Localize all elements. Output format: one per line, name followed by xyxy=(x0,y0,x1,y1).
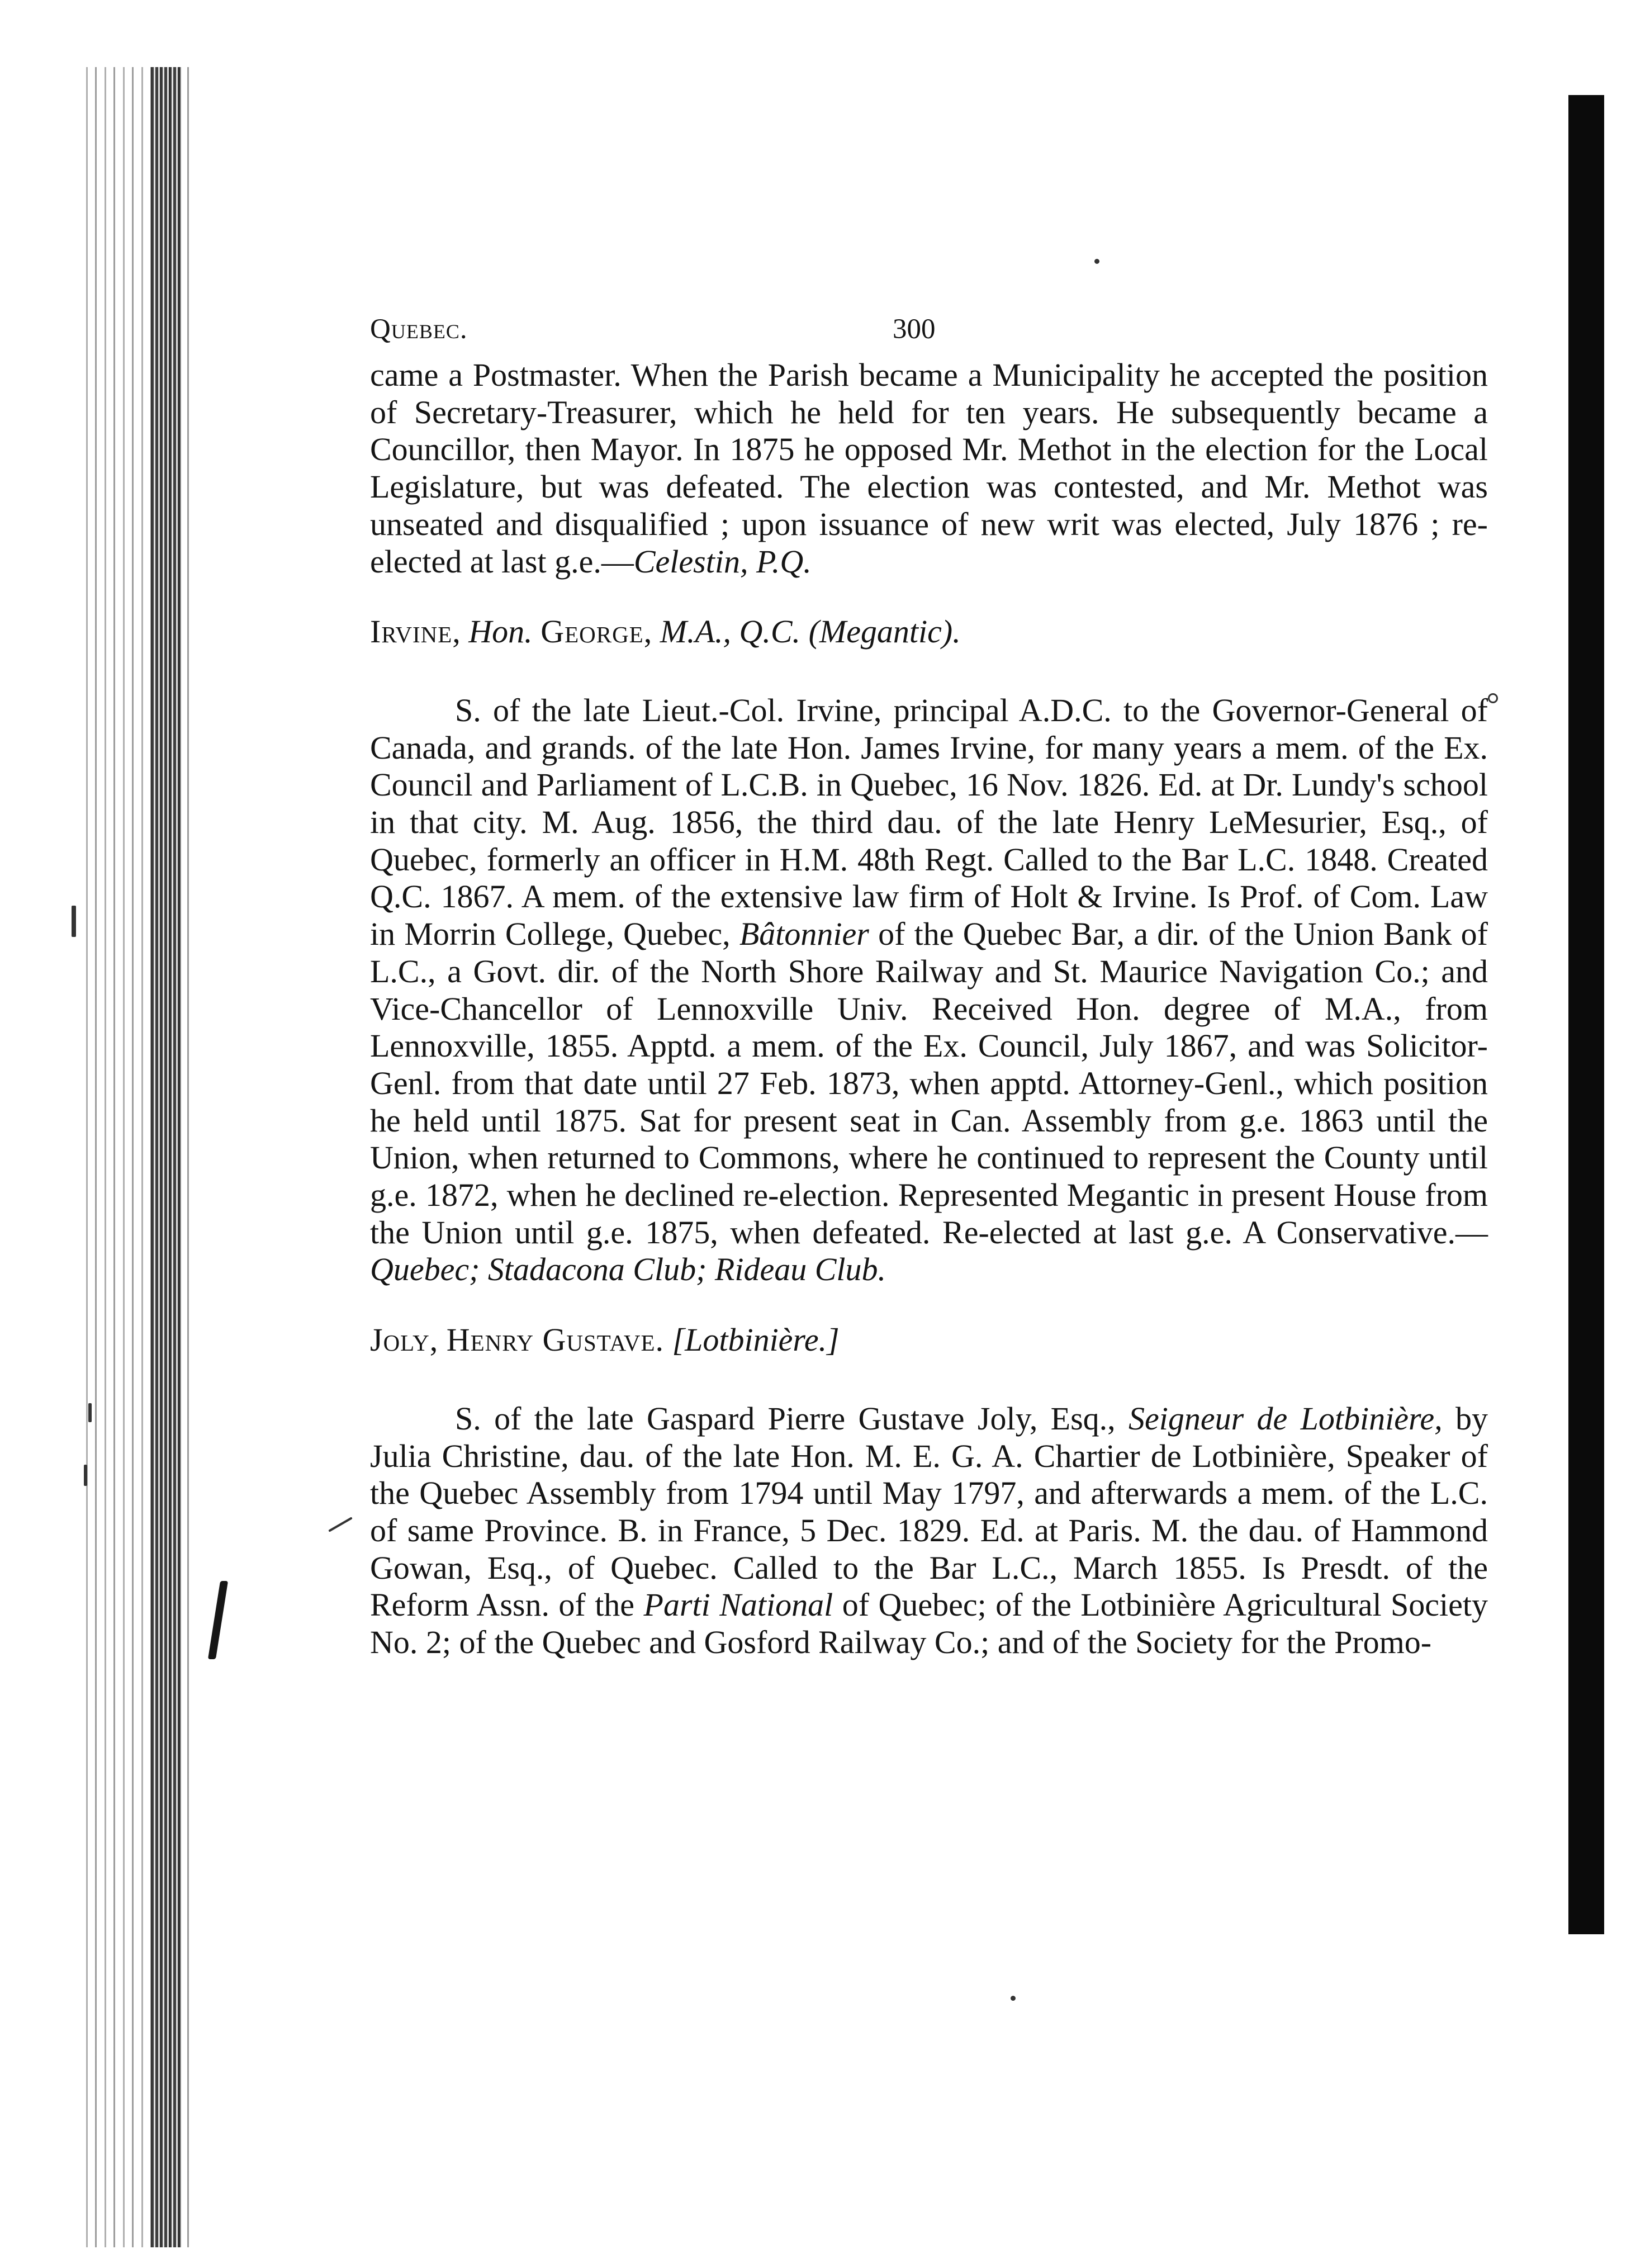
bio-text: of the Quebec Bar, a dir. of the Union Bank of L.C., a Govt. dir. of the North Shore Railway and St. Maurice Navigation Co.; and Vice-Chancellor of Lennoxville Univ. Received Hon. degree of M.A., from Lennoxville, 1855. Apptd. a mem. of the Ex. Council, July 1867, and was Solicitor-Genl. from that date until 27 Feb. 1873, when apptd. Attorney-Genl., which position he held until 1875. Sat for present seat in Can. Assembly from g.e. 1863 until the Union, when returned to Commons, where he continued to represent the County until g.e. 1872, when he declined re-election. Represented Megantic in present House from the Union until g.e. 1875, when defeated. Re-elected at last g.e. A Conservative.— xyxy=(370,916,1488,1251)
entry-honorific: Hon. xyxy=(468,613,533,650)
bio-text: S. of the late Lieut.-Col. Irvine, principal A.D.C. to the Governor-General of Canada, and grands. of the late Hon. James Irvine, for many years a mem. of the Ex. Council and Parliament of L.C.B. in Quebec, 16 Nov. 1826. Ed. at Dr. Lundy's school in that city. M. Aug. 1856, the third dau. of the late Henry LeMesurier, Esq., of Quebec, formerly an officer in H.M. 48th Regt. Called to the Bar L.C. 1848. Created Q.C. 1867. A mem. of the extensive law firm of Holt & Irvine. Is Prof. of Com. Law in Morrin College, Quebec, xyxy=(370,692,1488,953)
margin-tick-mark xyxy=(88,1403,92,1422)
entry-bio-irvine xyxy=(370,692,1488,1289)
continuation-body: came a Postmaster. When the Parish became a Municipality he accepted the position of Secretary-Treasurer, which he held for ten years. He subsequently became a Councillor, then Mayor. In 1875 he opposed Mr. Methot in the election for the Local Legislature, but was defeated. The election was contested, and Mr. Methot was unseated and disqualified ; upon issuance of new writ was elected, July 1876 ; re-elected at last g.e.— xyxy=(370,357,1488,580)
entry-degrees: M.A., Q.C. xyxy=(660,613,801,650)
entry-heading-joly xyxy=(370,1322,1488,1359)
continuation-address: Celestin, P.Q. xyxy=(633,543,812,580)
book-binding-shadow xyxy=(151,67,182,2247)
bio-text: S. of the late Gaspard Pierre Gustave Joly, Esq., xyxy=(455,1400,1116,1437)
margin-tick-mark xyxy=(72,906,76,937)
bio-text: of Quebec; of the Lotbinière Agricultural Society No. 2; of the Quebec and Gosford Railway Co.; and of the Society for the Promo- xyxy=(370,1587,1488,1661)
margin-pencil-mark xyxy=(208,1581,228,1659)
running-head xyxy=(370,313,1488,357)
bio-seigneur: Seigneur de Lotbinière, xyxy=(1129,1400,1443,1437)
running-head-section: Quebec. xyxy=(370,314,468,345)
bio-clubs: Quebec; Stadacona Club; Rideau Club. xyxy=(370,1251,886,1288)
scan-speck xyxy=(1094,259,1099,264)
book-page xyxy=(370,313,1488,1661)
continuation-paragraph xyxy=(370,357,1488,580)
entry-constituency: (Megantic). xyxy=(808,613,961,650)
bio-batonnier: Bâtonnier xyxy=(739,916,869,953)
entry-surname: Joly, xyxy=(370,1322,439,1358)
scan-edge-bar xyxy=(1568,95,1604,1934)
entry-constituency: [Lotbinière.] xyxy=(672,1322,840,1358)
scan-speck xyxy=(1488,693,1498,703)
bio-text: by Julia Christine, dau. of the late Hon. M. E. G. A. Chartier de Lotbinière, Speaker of the Quebec Assembly from 1794 until May 1797, and afterwards a mem. of the L.C. of same Province. B. in France, 5 Dec. 1829. Ed. at Paris. M. the dau. of Hammond Gowan, Esq., of Quebec. Called to the Bar L.C., March 1855. Is Presdt. of the Reform Assn. of the xyxy=(370,1400,1488,1623)
entry-bio-joly xyxy=(370,1400,1488,1661)
margin-tick-mark xyxy=(328,1517,353,1532)
bio-party: Parti National xyxy=(643,1587,833,1623)
page-number: 300 xyxy=(893,314,936,345)
margin-tick-mark xyxy=(84,1465,87,1486)
entry-heading-irvine: Irvine, Hon. George, M.A., Q.C. (Megantic). xyxy=(370,613,961,650)
entry-given-name: George xyxy=(540,613,644,650)
scan-speck xyxy=(1011,1996,1016,2001)
entry-surname: Irvine xyxy=(370,613,453,650)
entry-given-names: Henry Gustave. xyxy=(446,1322,665,1358)
